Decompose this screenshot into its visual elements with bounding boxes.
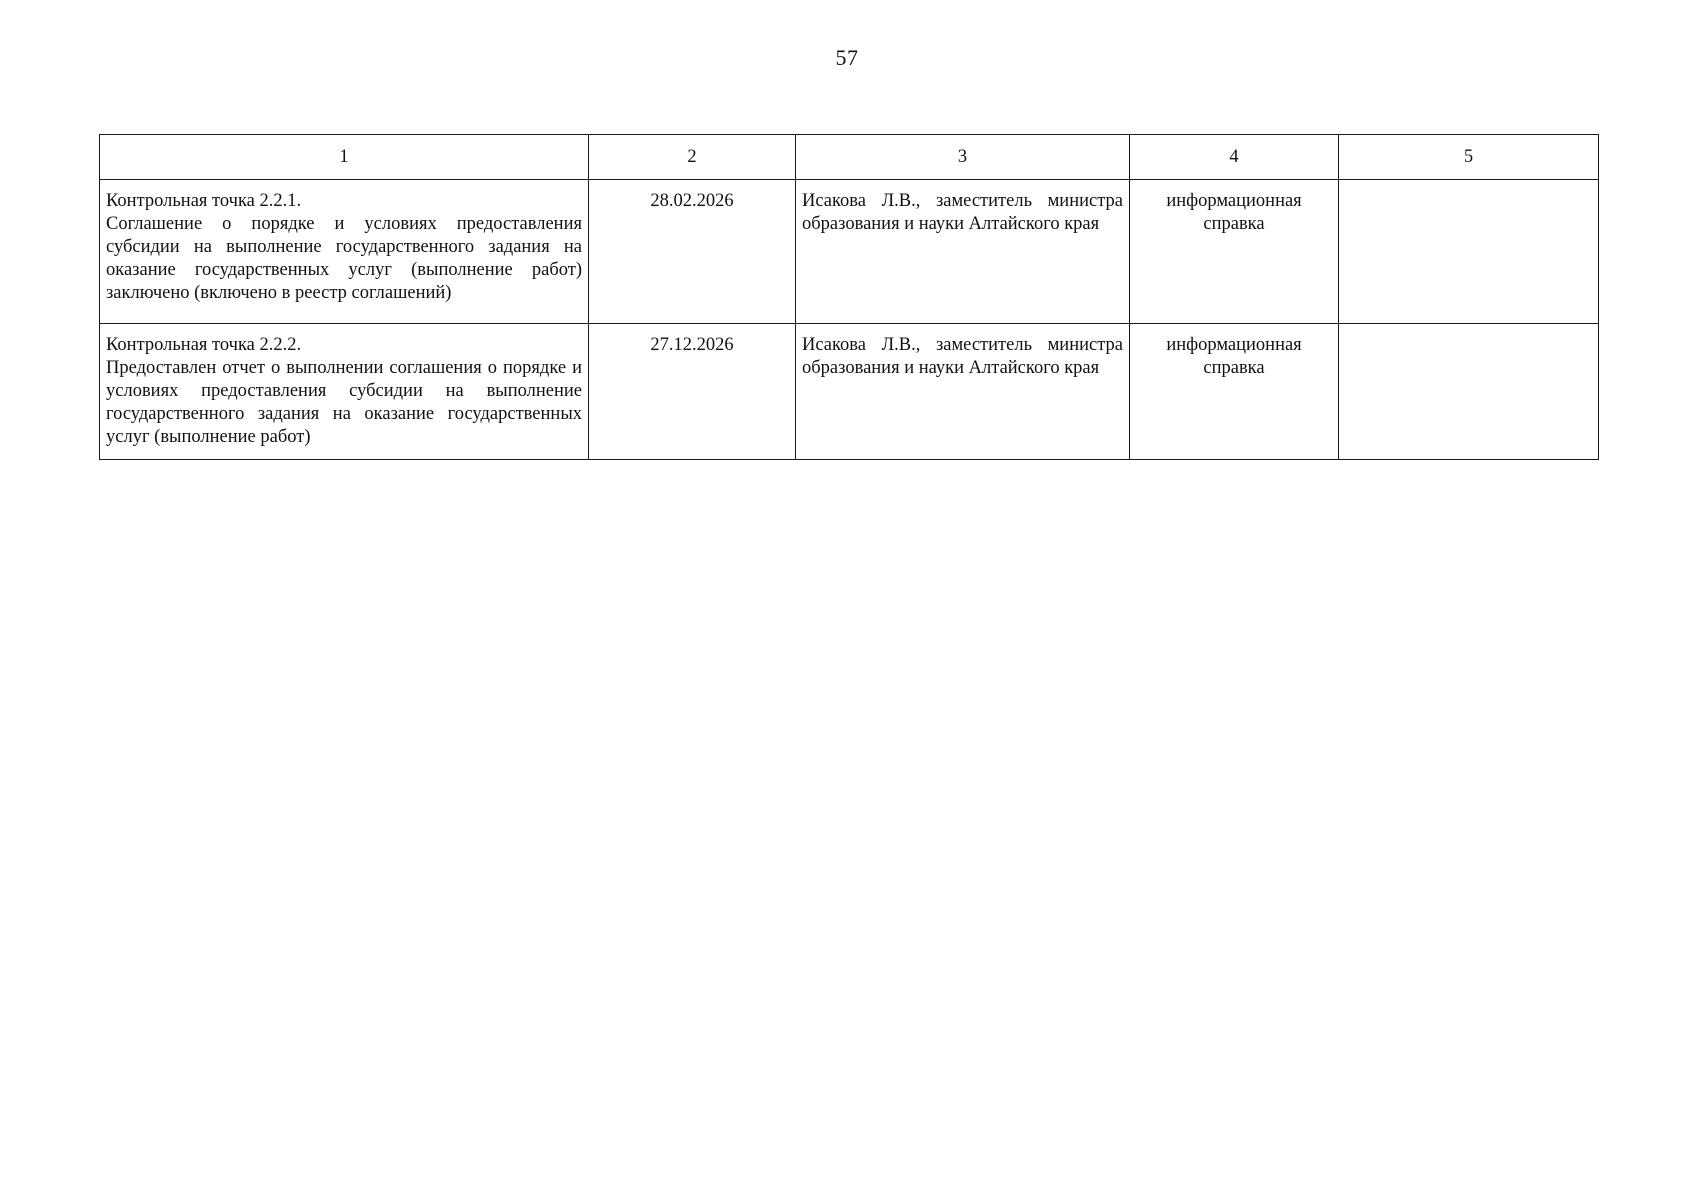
column-header-4: 4 [1130, 135, 1339, 180]
control-point-description: Соглашение о порядке и условиях предоставления субсидии на выполнение государственного задания на оказание государственных услуг (выполнение работ) заключено (включено в реестр соглашений) [106, 214, 582, 303]
task-cell [100, 180, 589, 324]
control-point-description: Предоставлен отчет о выполнении соглашения о порядке и условиях предоставления субсидии на выполнение государственного задания на оказание государственных услуг (выполнение работ) [106, 358, 582, 447]
empty-cell [1339, 324, 1599, 460]
deadline-cell: 27.12.2026 [589, 324, 796, 460]
table-row [100, 180, 1599, 324]
responsible-cell: Исакова Л.В., заместитель министра образования и науки Алтайского края [796, 324, 1130, 460]
deadline-cell: 28.02.2026 [589, 180, 796, 324]
table-row [100, 324, 1599, 460]
document-type-cell: информационная справка [1130, 180, 1339, 324]
empty-cell [1339, 180, 1599, 324]
control-point-title: Контрольная точка 2.2.2. [106, 335, 302, 355]
responsible-cell: Исакова Л.В., заместитель министра образования и науки Алтайского края [796, 180, 1130, 324]
column-header-3: 3 [796, 135, 1130, 180]
page-number: 57 [835, 45, 859, 70]
column-header-2: 2 [589, 135, 796, 180]
control-point-title: Контрольная точка 2.2.1. [106, 191, 302, 211]
table-header-row [100, 135, 1599, 180]
column-header-1: 1 [100, 135, 589, 180]
task-cell [100, 324, 589, 460]
column-header-5: 5 [1339, 135, 1599, 180]
document-type-cell: информационная справка [1130, 324, 1339, 460]
control-points-table [99, 134, 1599, 460]
